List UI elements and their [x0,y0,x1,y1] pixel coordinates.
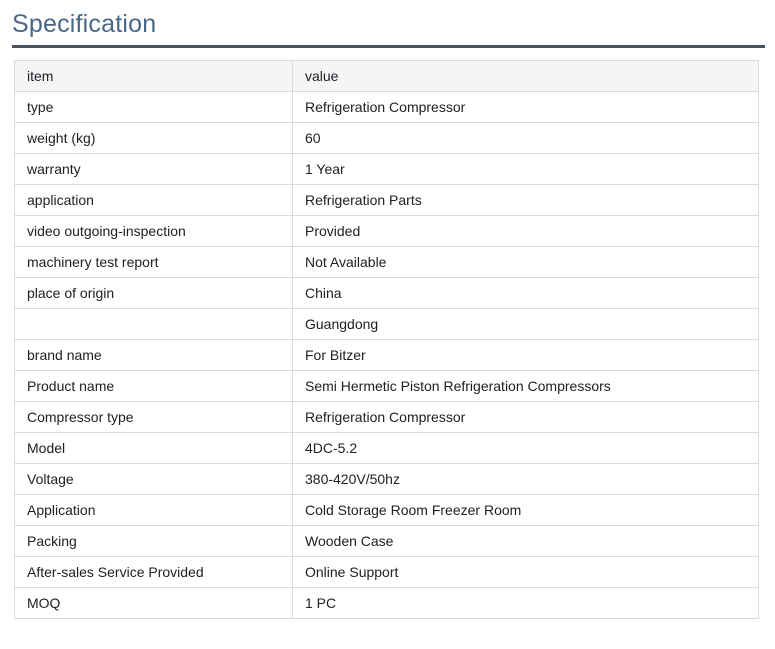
value-cell: Wooden Case [293,526,759,557]
item-cell: weight (kg) [15,123,293,154]
table-row [15,495,759,526]
item-cell: machinery test report [15,247,293,278]
value-cell: 4DC-5.2 [293,433,759,464]
column-header-value: value [293,61,759,92]
value-cell: Online Support [293,557,759,588]
table-row [15,309,759,340]
value-cell: Cold Storage Room Freezer Room [293,495,759,526]
item-cell: Model [15,433,293,464]
table-header-row [15,61,759,92]
value-cell: 1 Year [293,154,759,185]
value-cell: Semi Hermetic Piston Refrigeration Compressors [293,371,759,402]
value-cell: For Bitzer [293,340,759,371]
item-cell [15,309,293,340]
table-row [15,154,759,185]
column-header-item: item [15,61,293,92]
value-cell: 1 PC [293,588,759,619]
table-row [15,402,759,433]
value-cell: Refrigeration Compressor [293,92,759,123]
table-row [15,433,759,464]
value-cell: Refrigeration Compressor [293,402,759,433]
item-cell: Product name [15,371,293,402]
table-row [15,216,759,247]
item-cell: After-sales Service Provided [15,557,293,588]
value-cell: China [293,278,759,309]
item-cell: video outgoing-inspection [15,216,293,247]
value-cell: Guangdong [293,309,759,340]
spec-table-body [15,92,759,619]
item-cell: Compressor type [15,402,293,433]
table-row [15,588,759,619]
table-row [15,371,759,402]
item-cell: MOQ [15,588,293,619]
item-cell: Packing [15,526,293,557]
item-cell: warranty [15,154,293,185]
table-row [15,557,759,588]
item-cell: brand name [15,340,293,371]
table-row [15,123,759,154]
specification-table [14,60,759,619]
value-cell: Refrigeration Parts [293,185,759,216]
value-cell: Not Available [293,247,759,278]
value-cell: Provided [293,216,759,247]
table-row [15,526,759,557]
value-cell: 60 [293,123,759,154]
table-row [15,464,759,495]
item-cell: Application [15,495,293,526]
table-row [15,92,759,123]
table-row [15,278,759,309]
table-row [15,247,759,278]
item-cell: Voltage [15,464,293,495]
table-row [15,185,759,216]
item-cell: type [15,92,293,123]
value-cell: 380-420V/50hz [293,464,759,495]
item-cell: application [15,185,293,216]
page-title: Specification [12,10,157,38]
title-divider [12,45,765,48]
table-row [15,340,759,371]
item-cell: place of origin [15,278,293,309]
